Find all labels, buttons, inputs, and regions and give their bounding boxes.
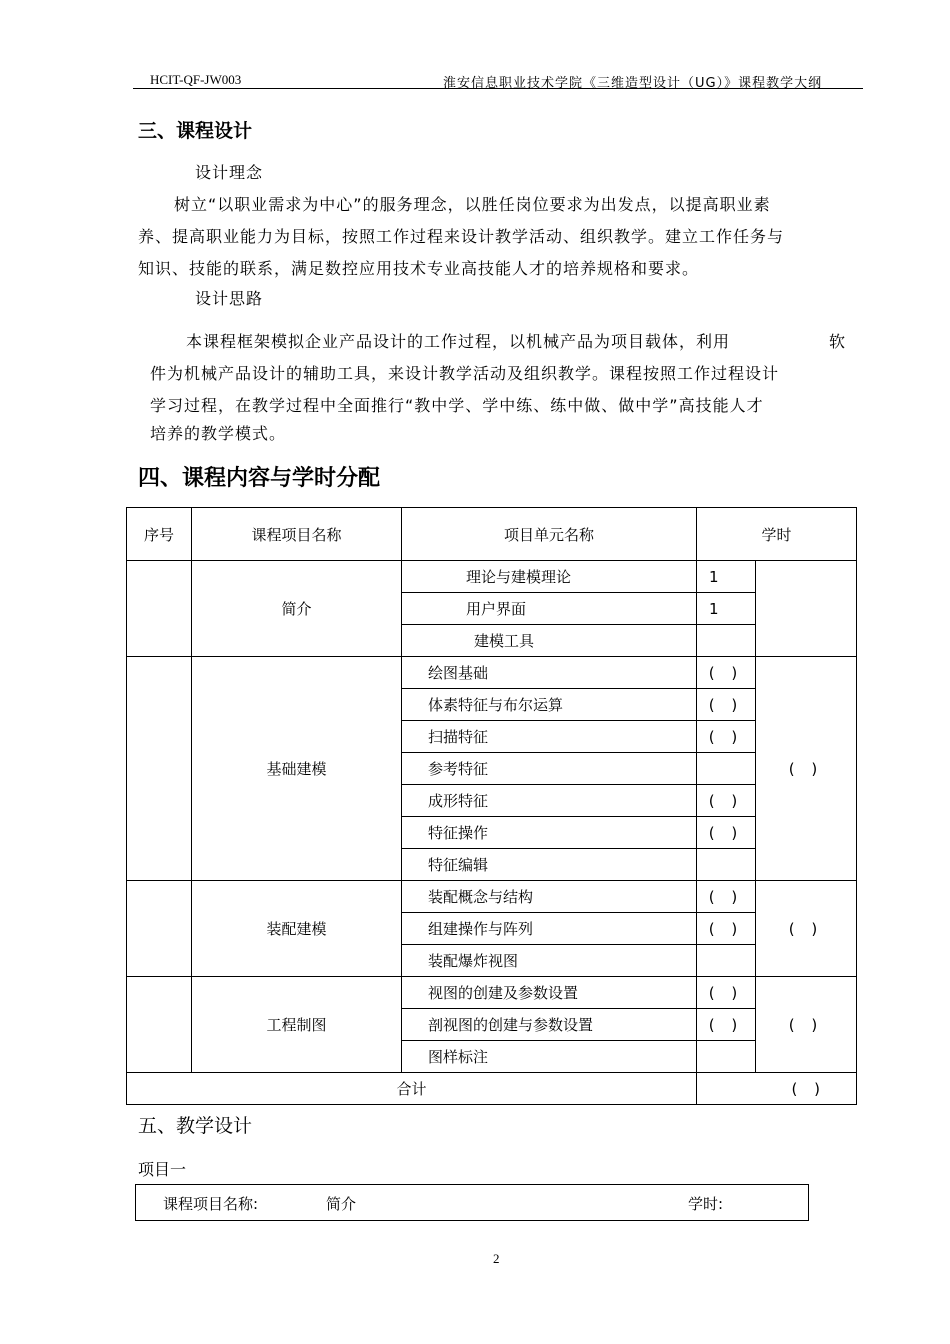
para1-line1: 树立“以职业需求为中心”的服务理念，以胜任岗位要求为出发点，以提高职业素 (174, 195, 771, 214)
unit-name-cell: 装配爆炸视图 (402, 945, 697, 977)
sum-value-cell: ( ) (697, 1073, 857, 1105)
hours-table (126, 507, 857, 1105)
unit-name-cell: 用户界面 (402, 593, 697, 625)
para2-line1: 本课程框架模拟企业产品设计的工作过程，以机械产品为项目载体，利用 (186, 332, 731, 351)
section5-heading: 五、教学设计 (138, 1115, 253, 1137)
unit-hours-cell (697, 849, 756, 881)
unit-hours-cell: ( ) (697, 881, 756, 913)
group-total-cell: ( ) (756, 881, 857, 977)
unit-hours-cell: ( ) (697, 817, 756, 849)
unit-name-cell: 绘图基础 (402, 657, 697, 689)
unit-hours-cell: ( ) (697, 657, 756, 689)
sum-label-cell: 合计 (127, 1073, 697, 1105)
unit-name-cell: 装配概念与结构 (402, 881, 697, 913)
unit-hours-cell: ( ) (697, 721, 756, 753)
header-cell-hours: 学时 (697, 508, 857, 561)
row-index-cell (127, 561, 192, 657)
unit-name-cell: 扫描特征 (402, 721, 697, 753)
doc-title: 淮安信息职业技术学院《三维造型设计（UG）》课程教学大纲 (443, 76, 823, 91)
unit-hours-cell (697, 625, 756, 657)
section4-heading: 四、课程内容与学时分配 (138, 466, 381, 491)
project-name-cell: 工程制图 (192, 977, 402, 1073)
unit-name-cell: 图样标注 (402, 1041, 697, 1073)
unit-hours-cell (697, 945, 756, 977)
unit-name-cell: 特征操作 (402, 817, 697, 849)
project-label: 项目一 (138, 1160, 187, 1179)
unit-name-cell: 组建操作与阵列 (402, 913, 697, 945)
project-info-box (135, 1184, 809, 1221)
row-index-cell (127, 977, 192, 1073)
unit-hours-cell: ( ) (697, 913, 756, 945)
unit-hours-cell: 1 (697, 593, 756, 625)
para1-line2: 养、提高职业能力为目标，按照工作过程来设计教学活动、组织教学。建立工作任务与 (138, 227, 785, 246)
unit-hours-cell (697, 753, 756, 785)
project-name-label: 课程项目名称: (163, 1195, 259, 1213)
unit-hours-cell: ( ) (697, 1009, 756, 1041)
unit-hours-cell: 1 (697, 561, 756, 593)
group-total-cell: ( ) (756, 657, 857, 881)
group-total-cell (756, 561, 857, 657)
group-total-cell: ( ) (756, 977, 857, 1073)
section3-sub1: 设计理念 (195, 163, 264, 182)
project-name-cell: 装配建模 (192, 881, 402, 977)
project-hours-label: 学时: (688, 1195, 724, 1213)
para1-line3: 知识、技能的联系，满足数控应用技术专业高技能人才的培养规格和要求。 (138, 259, 700, 278)
unit-name-cell: 参考特征 (402, 753, 697, 785)
header-rule (133, 88, 863, 89)
para2-line3: 学习过程，在教学过程中全面推行“教中学、学中练、练中做、做中学”高技能人才 (150, 396, 764, 415)
doc-code: HCIT-QF-JW003 (150, 72, 242, 87)
para2-line1-end: 软 (829, 332, 847, 351)
row-index-cell (127, 657, 192, 881)
unit-name-cell: 体素特征与布尔运算 (402, 689, 697, 721)
unit-name-cell: 视图的创建及参数设置 (402, 977, 697, 1009)
page-number: 2 (493, 1251, 500, 1266)
unit-name-cell: 建模工具 (402, 625, 697, 657)
unit-name-cell: 成形特征 (402, 785, 697, 817)
unit-hours-cell: ( ) (697, 977, 756, 1009)
unit-name-cell: 理论与建模理论 (402, 561, 697, 593)
unit-hours-cell: ( ) (697, 785, 756, 817)
project-name-cell: 基础建模 (192, 657, 402, 881)
row-index-cell (127, 881, 192, 977)
unit-name-cell: 剖视图的创建与参数设置 (402, 1009, 697, 1041)
project-name-cell: 简介 (192, 561, 402, 657)
section3-heading: 三、课程设计 (138, 120, 253, 142)
header-cell-unit: 项目单元名称 (402, 508, 697, 561)
unit-hours-cell: ( ) (697, 689, 756, 721)
unit-hours-cell (697, 1041, 756, 1073)
unit-name-cell: 特征编辑 (402, 849, 697, 881)
project-name-value: 简介 (326, 1195, 357, 1213)
section3-sub2: 设计思路 (195, 289, 264, 308)
para2-line2: 件为机械产品设计的辅助工具，来设计教学活动及组织教学。课程按照工作过程设计 (150, 364, 780, 383)
header-cell-index: 序号 (127, 508, 192, 561)
header-cell-project: 课程项目名称 (192, 508, 402, 561)
para2-line4: 培养的教学模式。 (150, 424, 287, 443)
